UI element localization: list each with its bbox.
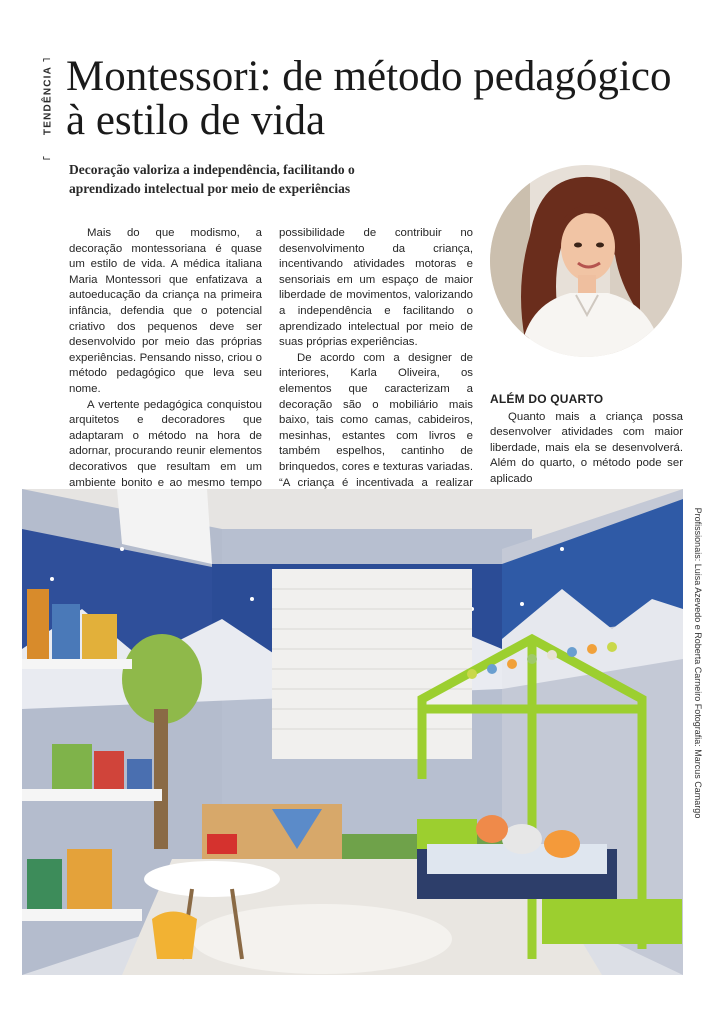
section-tag <box>40 55 56 165</box>
section-heading: ALÉM DO QUARTO <box>490 392 604 406</box>
paragraph: De acordo com a designer de interiores, Karla Oliveira, os elementos que caracterizam a decoração são o mobiliário mais baixo, tais como camas, cabideiros, mesinhas, estantes com livros e também espelhos, cantinho de brinquedos, cores e texturas variadas. “A criança é incentivada a realizar <box>279 351 473 489</box>
text-column-2 <box>279 226 473 507</box>
article-subtitle: Decoração valoriza a independência, facilitando o aprendizado intelectual por meio de experiências <box>69 162 355 196</box>
text-column-1 <box>69 226 262 507</box>
kids-room-photo <box>22 489 683 975</box>
section-label: TENDÊNCIA <box>42 65 54 136</box>
paragraph: A vertente pedagógica conquistou arquitetos e decoradores que adaptaram o método na hora de adornar, procurando reunir elementos decorativos que resultam em um ambiente bonito e ao mesmo tempo <box>69 398 262 489</box>
paragraph: Mais do que modismo, a decoração montessoriana é quase um estilo de vida. A médica italiana Maria Montessori que enfatizava a autoeducação da criança na primeira infância, defendia que o potencial criativo dos pequenos deve ser desenvolvido por meio das próprias experiências. Pensando nisso, criou o método pedagógico que leva seu nome. <box>69 227 262 395</box>
corner-mark-icon: ⌐ <box>42 53 52 66</box>
text-column-3 <box>490 392 683 488</box>
article-title: Montessori: de método pedagógico à estilo de vida <box>66 53 672 144</box>
photo-credit <box>690 492 704 838</box>
corner-mark-icon: ⌙ <box>42 151 52 164</box>
paragraph: possibilidade de contribuir no desenvolvimento da criança, incentivando atividades motoras e sensoriais em um espaço de maior liberdade de movimentos, valorizando a independência e facilitando o aprendizado intelectual por meio de suas próprias experiências. <box>279 227 473 349</box>
paragraph: Quanto mais a criança possa desenvolver atividades com maior liberdade, mais ela se desenvolverá. Além do quarto, o método pode ser aplicado <box>490 410 683 485</box>
designer-portrait <box>490 165 682 357</box>
photo-credit-text: Profissionais: Luisa Azevedo e Roberta Carneiro Fotografia: Marcus Camargo <box>693 507 703 819</box>
